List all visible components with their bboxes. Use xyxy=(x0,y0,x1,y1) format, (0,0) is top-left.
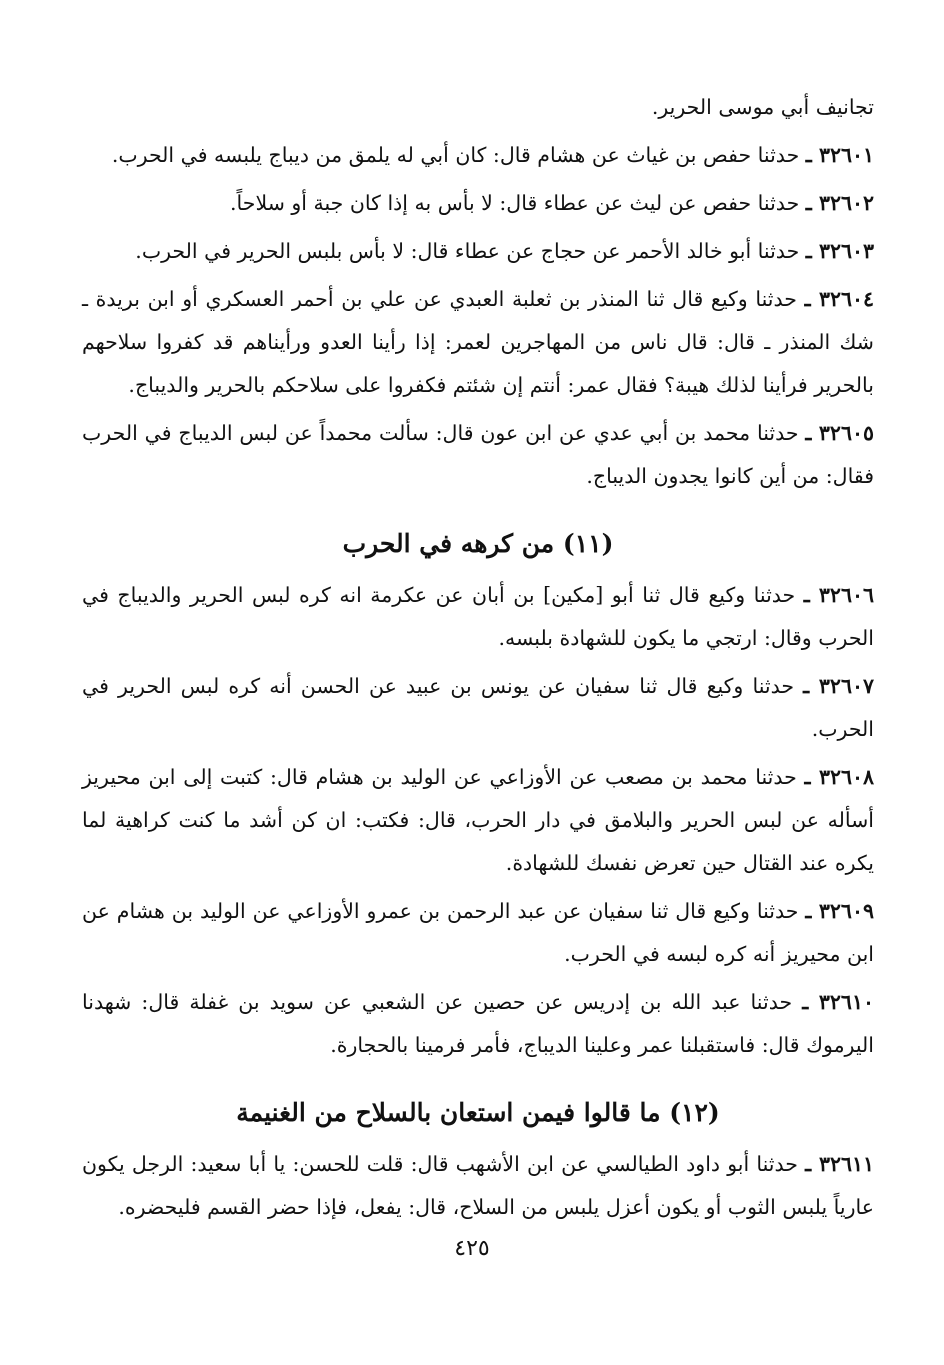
hadith-text: حدثنا وكيع قال ثنا أبو [مكين] بن أبان عن عكرمة انه كره لبس الحرير والديباج في الحرب وقال: ارتجي ما يكون للشهادة بلبسه. xyxy=(82,583,874,650)
hadith-number: ٣٢٦٠٥ ـ xyxy=(805,421,874,445)
section-heading: (١٢) ما قالوا فيمن استعان بالسلاح من الغنيمة xyxy=(236,1098,720,1127)
hadith-text: حدثنا عبد الله بن إدريس عن حصين عن الشعبي عن سويد بن غفلة قال: شهدنا اليرموك قال: فاستقبلنا عمر وعلينا الديباج، فأمر فرمينا بالحجارة. xyxy=(82,990,874,1057)
hadith-text: حدثنا محمد بن أبي عدي عن ابن عون قال: سألت محمداً عن لبس الديباج في الحرب فقال: من أين كانوا يجدون الديباج. xyxy=(82,421,874,488)
hadith-paragraph xyxy=(82,230,874,273)
hadith-paragraph xyxy=(82,574,874,660)
continuation-paragraph xyxy=(82,86,874,129)
hadith-text: حدثنا وكيع قال ثنا سفيان عن يونس بن عبيد عن الحسن أنه كره لبس الحرير في الحرب. xyxy=(82,674,874,741)
hadith-number: ٣٢٦٠٣ ـ xyxy=(805,239,874,263)
hadith-paragraph xyxy=(82,890,874,976)
hadith-text: حدثنا محمد بن مصعب عن الأوزاعي عن الوليد بن هشام قال: كتبت إلى ابن محيريز أسأله عن لبس الحرير والبلامق في دار الحرب، قال: فكتب: ان كن أشد ما كنت كراهية لما يكره عند القتال حين تعرض نفسك للشهادة. xyxy=(82,765,874,875)
hadith-text: تجانيف أبي موسى الحرير. xyxy=(651,95,874,119)
hadith-text: حدثنا حفص بن غياث عن هشام قال: كان أبي له يلمق من ديباج يلبسه في الحرب. xyxy=(111,143,800,167)
section-heading: (١١) من كرهه في الحرب xyxy=(342,529,614,558)
hadith-text: حدثنا وكيع قال ثنا المنذر بن ثعلبة العبدي عن علي بن أحمر العسكري أو ابن بريدة ـ شك المنذر ـ قال: قال ناس من المهاجرين لعمر: إذا رأينا العدو ورأيناهم قد كفروا سلاحهم بالحرير فرأينا لذلك هيبة؟ فقال عمر: أنتم إن شئتم فكفروا على سلاحكم بالحرير والديباج. xyxy=(82,287,874,397)
hadith-paragraph xyxy=(82,182,874,225)
hadith-text: حدثنا أبو داود الطيالسي عن ابن الأشهب قال: قلت للحسن: يا أبا سعيد: الرجل يكون عارياً يلبس الثوب أو يكون أعزل يلبس من السلاح، قال: يفعل، فإذا حضر القسم فليحضره. xyxy=(82,1152,874,1219)
page-number: ٤٢٥ xyxy=(454,1236,490,1261)
hadith-number: ٣٢٦٠٩ ـ xyxy=(805,899,874,923)
hadith-paragraph xyxy=(82,412,874,498)
page-content xyxy=(82,86,874,1229)
hadith-paragraph xyxy=(82,981,874,1067)
hadith-number: ٣٢٦١٠ ـ xyxy=(802,990,874,1014)
hadith-paragraph xyxy=(82,1143,874,1229)
hadith-number: ٣٢٦٠٨ ـ xyxy=(804,765,874,789)
hadith-text: حدثنا حفص عن ليث عن عطاء قال: لا بأس به إذا كان جبة أو سلاحاً. xyxy=(230,191,800,215)
hadith-text: حدثنا وكيع قال ثنا سفيان عن عبد الرحمن بن عمرو الأوزاعي عن الوليد بن هشام عن ابن محيريز أنه كره لبسه في الحرب. xyxy=(82,899,874,966)
hadith-number: ٣٢٦٠١ ـ xyxy=(805,143,874,167)
hadith-paragraph xyxy=(82,134,874,177)
hadith-paragraph xyxy=(82,756,874,885)
hadith-number: ٣٢٦٠٢ ـ xyxy=(805,191,874,215)
hadith-paragraph xyxy=(82,278,874,407)
hadith-number: ٣٢٦١١ ـ xyxy=(805,1152,874,1176)
hadith-number: ٣٢٦٠٧ ـ xyxy=(803,674,874,698)
hadith-number: ٣٢٦٠٦ ـ xyxy=(803,583,874,607)
hadith-paragraph xyxy=(82,665,874,751)
hadith-number: ٣٢٦٠٤ ـ xyxy=(804,287,874,311)
hadith-text: حدثنا أبو خالد الأحمر عن حجاج عن عطاء قال: لا بأس بلبس الحرير في الحرب. xyxy=(135,239,800,263)
